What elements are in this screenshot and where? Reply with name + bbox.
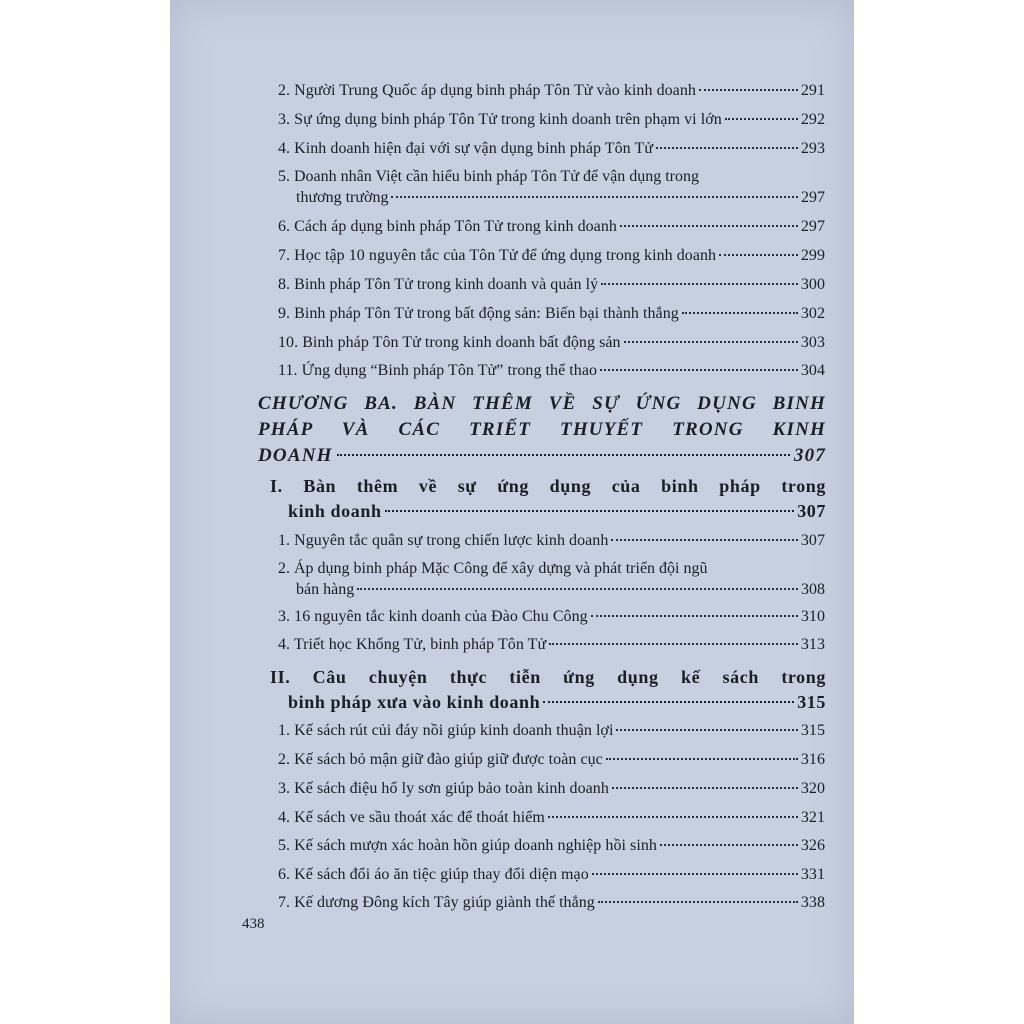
- leader-dots: [591, 614, 798, 617]
- entry-page: 313: [800, 636, 825, 653]
- toc-entry: [278, 303, 825, 324]
- leader-dots: [612, 786, 798, 789]
- entry-title: 9. Binh pháp Tôn Tử trong bất động sản: Biến bại thành thắng: [278, 305, 679, 322]
- leader-dots: [624, 340, 798, 343]
- entry-page: 338: [800, 894, 825, 911]
- chapter-page: 307: [793, 445, 826, 466]
- toc-entry: [278, 720, 825, 741]
- section-heading-2: [270, 665, 826, 715]
- chapter-line1: CHƯƠNG BA. BÀN THÊM VỀ SỰ ỨNG DỤNG BINH: [258, 393, 826, 414]
- entry-title-line1: 5. Doanh nhân Việt cần hiểu binh pháp Tôn Tử để vận dụng trong: [278, 168, 699, 185]
- entry-title: 2. Kế sách bỏ mận giữ đào giúp giữ được toàn cục: [278, 751, 603, 768]
- toc-entry: [278, 274, 825, 295]
- toc-entry: [278, 360, 825, 381]
- entry-page: 326: [800, 837, 825, 854]
- toc-entry: [278, 864, 825, 885]
- entry-title: 5. Kế sách mượn xác hoàn hồn giúp doanh nghiệp hồi sinh: [278, 837, 657, 854]
- toc-entry: [278, 606, 825, 627]
- leader-dots: [611, 538, 797, 541]
- toc-entry: [278, 835, 825, 856]
- entry-title: 7. Kế dương Đông kích Tây giúp giành thế thắng: [278, 894, 595, 911]
- toc-entry: [278, 80, 825, 101]
- entry-title: 3. Sự ứng dụng binh pháp Tôn Tử trong kinh doanh trên phạm vi lớn: [278, 111, 722, 128]
- entry-title: 2. Người Trung Quốc áp dụng binh pháp Tôn Tử vào kinh doanh: [278, 82, 696, 99]
- toc-entry: [278, 138, 825, 159]
- section-line2: kinh doanh: [288, 501, 382, 521]
- chapter-last-line: [258, 443, 826, 469]
- entry-continuation: [278, 579, 825, 600]
- toc-entry-multiline: [278, 558, 825, 600]
- chapter-line3: DOANH: [258, 445, 333, 466]
- leader-dots: [385, 509, 795, 512]
- entry-page: 299: [800, 247, 825, 264]
- toc-entry: [278, 530, 825, 551]
- entry-title: 7. Học tập 10 nguyên tắc của Tôn Tử để ứng dụng trong kinh doanh: [278, 247, 717, 264]
- entry-page: 304: [800, 362, 825, 379]
- entry-title: 11. Ứng dụng “Binh pháp Tôn Tử” trong thể thao: [278, 362, 598, 379]
- toc-entry: [278, 245, 825, 266]
- entry-page: 300: [800, 276, 825, 293]
- leader-dots: [598, 900, 798, 903]
- leader-dots: [725, 117, 798, 120]
- entry-title-line2: thương trường: [296, 189, 389, 206]
- section-last-line: [270, 499, 826, 524]
- entry-title: 3. 16 nguyên tắc kinh doanh của Đào Chu Công: [278, 608, 588, 625]
- toc-entry: [278, 634, 825, 655]
- toc-entry: [278, 892, 825, 913]
- entry-page: 297: [800, 218, 825, 235]
- page-number: 438: [242, 916, 265, 932]
- entry-page: 320: [800, 780, 825, 797]
- toc-entry-multiline: [278, 166, 825, 208]
- entry-page: 316: [800, 751, 825, 768]
- entry-title: 4. Triết học Khổng Tử, binh pháp Tôn Tử: [278, 636, 547, 653]
- book-page: [170, 0, 854, 1024]
- entry-title: 4. Kế sách ve sầu thoát xác để thoát hiểm: [278, 809, 545, 826]
- table-of-contents: [170, 0, 854, 1024]
- entry-page: 321: [800, 809, 825, 826]
- section-line1: II. Câu chuyện thực tiễn ứng dụng kế sách trong: [270, 667, 826, 687]
- leader-dots: [682, 311, 798, 314]
- leader-dots: [660, 843, 798, 846]
- leader-dots: [601, 282, 798, 285]
- entry-title: 1. Nguyên tắc quân sự trong chiến lược kinh doanh: [278, 532, 609, 549]
- section-page: 315: [797, 692, 826, 712]
- leader-dots: [357, 587, 798, 590]
- entry-page: 303: [800, 334, 825, 351]
- toc-entry: [278, 109, 825, 130]
- leader-dots: [592, 872, 798, 875]
- toc-entry: [278, 749, 825, 770]
- leader-dots: [606, 757, 798, 760]
- leader-dots: [600, 368, 798, 371]
- section-line1: I. Bàn thêm về sự ứng dụng của binh pháp trong: [270, 476, 826, 496]
- chapter-heading: [258, 391, 826, 469]
- section-page: 307: [797, 501, 826, 521]
- leader-dots: [548, 815, 798, 818]
- entry-title: 6. Cách áp dụng binh pháp Tôn Tử trong kinh doanh: [278, 218, 617, 235]
- toc-entry: [278, 778, 825, 799]
- entry-title: 3. Kế sách điệu hổ ly sơn giúp bảo toàn kinh doanh: [278, 780, 609, 797]
- section-heading-1: [270, 474, 826, 524]
- entry-title: 10. Binh pháp Tôn Tử trong kinh doanh bất động sản: [278, 334, 621, 351]
- leader-dots: [549, 642, 798, 645]
- entry-title: 6. Kế sách đổi áo ăn tiệc giúp thay đổi diện mạo: [278, 866, 589, 883]
- entry-page: 308: [801, 581, 825, 598]
- entry-page: 331: [800, 866, 825, 883]
- leader-dots: [719, 253, 798, 256]
- entry-title: 4. Kinh doanh hiện đại với sự vận dụng binh pháp Tôn Tử: [278, 140, 654, 157]
- entry-title-line1: 2. Áp dụng binh pháp Mặc Công để xây dựng và phát triển đội ngũ: [278, 560, 708, 577]
- entry-continuation: [278, 187, 825, 208]
- leader-dots: [543, 700, 794, 703]
- toc-entry: [278, 807, 825, 828]
- leader-dots: [620, 224, 798, 227]
- entry-page: 293: [800, 140, 825, 157]
- entry-title: 8. Binh pháp Tôn Tử trong kinh doanh và quản lý: [278, 276, 599, 293]
- leader-dots: [616, 728, 797, 731]
- entry-page: 310: [800, 608, 825, 625]
- leader-dots: [656, 146, 798, 149]
- entry-page: 292: [800, 111, 825, 128]
- entry-page: 307: [800, 532, 825, 549]
- entry-page: 302: [800, 305, 825, 322]
- entry-title-line2: bán hàng: [296, 581, 355, 598]
- section-last-line: [270, 690, 826, 715]
- section-line2: binh pháp xưa vào kinh doanh: [288, 692, 541, 712]
- toc-entry: [278, 332, 825, 353]
- entry-page: 315: [800, 722, 825, 739]
- entry-page: 297: [801, 189, 825, 206]
- entry-page: 291: [800, 82, 825, 99]
- leader-dots: [391, 195, 798, 198]
- toc-entry: [278, 216, 825, 237]
- leader-dots: [699, 88, 798, 91]
- chapter-line2: PHÁP VÀ CÁC TRIẾT THUYẾT TRONG KINH: [258, 419, 826, 440]
- leader-dots: [337, 453, 790, 456]
- entry-title: 1. Kế sách rút củi đáy nồi giúp kinh doanh thuận lợi: [278, 722, 614, 739]
